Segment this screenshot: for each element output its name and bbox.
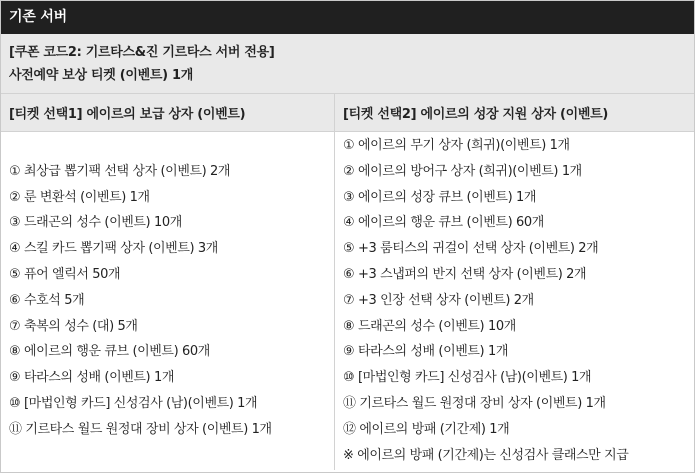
list-item: ④ 스킬 카드 뽑기팩 상자 (이벤트) 3개	[9, 241, 218, 257]
list-item: ⑧ 에이르의 행운 큐브 (이벤트) 60개	[9, 344, 210, 360]
footnote: ※ 에이르의 방패 (기간제)는 신성검사 클래스만 지급	[343, 447, 629, 463]
list-item: ⑥ +3 스냅퍼의 반지 선택 상자 (이벤트) 2개	[343, 267, 587, 283]
list-item: ③ 드래곤의 성수 (이벤트) 10개	[9, 215, 182, 231]
list-item: ③ 에이르의 성장 큐브 (이벤트) 1개	[343, 189, 537, 205]
list-item: ⑤ +3 룸티스의 귀걸이 선택 상자 (이벤트) 2개	[343, 241, 599, 257]
list-item: ⑨ 타라스의 성배 (이벤트) 1개	[343, 344, 508, 360]
list-item: ⑪ 기르타스 월드 원정대 장비 상자 (이벤트) 1개	[9, 421, 272, 437]
list-item: ⑦ +3 인장 선택 상자 (이벤트) 2개	[343, 292, 534, 308]
ticket-option-1-contents	[1, 132, 335, 470]
ticket-option-1-title: [티켓 선택1] 에이르의 보급 상자 (이벤트)	[1, 94, 335, 132]
ticket-option-1-list	[9, 159, 334, 443]
list-item: ② 에이르의 방어구 상자 (희귀)(이벤트) 1개	[343, 163, 582, 179]
ticket-options-grid	[1, 94, 694, 470]
list-item: ⑧ 드래곤의 성수 (이벤트) 10개	[343, 318, 516, 334]
list-item: ⑩ [마법인형 카드] 신성검사 (남)(이벤트) 1개	[343, 370, 592, 386]
server-header	[1, 1, 694, 34]
coupon-notice	[1, 34, 694, 94]
list-item: ① 에이르의 무기 상자 (희귀)(이벤트) 1개	[343, 138, 570, 154]
list-item: ① 최상급 뽑기팩 선택 상자 (이벤트) 2개	[9, 163, 231, 179]
list-item: ⑨ 타라스의 성배 (이벤트) 1개	[9, 370, 174, 386]
ticket-option-2-contents	[335, 132, 695, 470]
server-title: 기존 서버	[9, 9, 67, 25]
ticket-option-2-list	[343, 133, 694, 468]
ticket-option-2-title: [티켓 선택2] 에이르의 성장 지원 상자 (이벤트)	[335, 94, 695, 132]
list-item: ② 룬 변환석 (이벤트) 1개	[9, 189, 150, 205]
list-item: ⑫ 에이르의 방패 (기간제) 1개	[343, 421, 510, 437]
list-item: ⑩ [마법인형 카드] 신성검사 (남)(이벤트) 1개	[9, 396, 258, 412]
list-item: ⑥ 수호석 5개	[9, 292, 85, 308]
list-item: ⑦ 축복의 성수 (대) 5개	[9, 318, 138, 334]
preregistration-ticket-label: 사전예약 보상 티켓 (이벤트) 1개	[9, 68, 194, 83]
list-item: ⑪ 기르타스 월드 원정대 장비 상자 (이벤트) 1개	[343, 396, 606, 412]
coupon-code-label: [쿠폰 코드2: 기르타스&진 기르타스 서버 전용]	[9, 45, 275, 60]
list-item: ⑤ 퓨어 엘릭서 50개	[9, 267, 121, 283]
list-item: ④ 에이르의 행운 큐브 (이벤트) 60개	[343, 215, 544, 231]
